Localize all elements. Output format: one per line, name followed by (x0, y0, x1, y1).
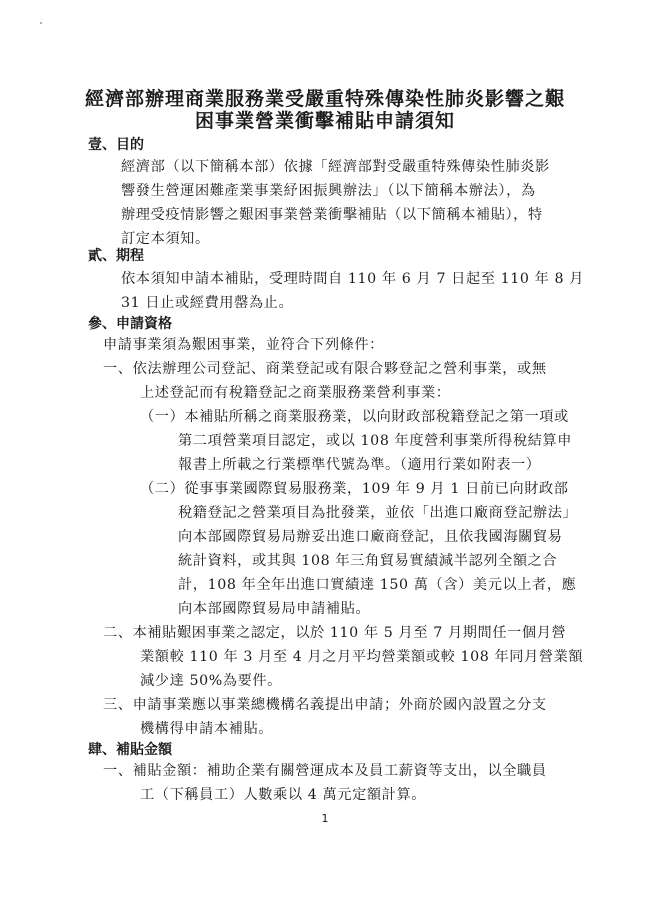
list-item-2-cont: 業額較 110 年 3 月至 4 月之月平均營業額或較 108 年同月營業額 (140, 649, 584, 665)
list-item-1: 一、補貼金額：補助企業有關營運成本及員工薪資等支出，以全職員 (103, 763, 547, 779)
body-line: 申請事業須為艱困事業，並符合下列條件： (103, 337, 384, 353)
list-item-1: 一、依法辦理公司登記、商業登記或有限合夥登記之營利事業，或無 (103, 361, 547, 377)
sub-item-2-cont: 計，108 年全年出進口實績達 150 萬（含）美元以上者，應 (178, 577, 577, 593)
sub-item-2-cont: 向本部國際貿易局辦妥出進口廠商登記，且依我國海關貿易 (178, 529, 563, 545)
section-heading-amount: 肆、補貼金額 (88, 742, 172, 758)
list-item-1-cont: 上述登記而有稅籍登記之商業服務業營利事業： (140, 385, 451, 401)
sub-item-1-cont: 第二項營業項目認定，或以 108 年度營利事業所得稅結算申 (178, 433, 573, 449)
list-item-2: 二、本補貼艱困事業之認定，以於 110 年 5 月至 7 月期間任一個月營 (103, 625, 567, 641)
list-item-2-cont: 減少達 50%為要件。 (140, 673, 282, 689)
section-heading-eligibility: 參、申請資格 (88, 316, 172, 332)
document-title-line-2: 困事業營業衝擊補貼申請須知 (194, 110, 455, 132)
page-number: 1 (321, 812, 329, 825)
list-item-3-cont: 機構得申請本補貼。 (140, 721, 274, 737)
list-item-1-cont: 工（下稱員工）人數乘以 4 萬元定額計算。 (140, 787, 427, 803)
sub-item-2-cont: 向本部國際貿易局申請補貼。 (178, 601, 371, 617)
sub-item-2: （二）從事事業國際貿易服務業，109 年 9 月 1 日前已向財政部 (140, 481, 569, 497)
sub-item-1: （一）本補貼所稱之商業服務業，以向財政部稅籍登記之第一項或 (140, 409, 569, 425)
document-title-line-1: 經濟部辦理商業服務業受嚴重特殊傳染性肺炎影響之艱 (84, 88, 565, 110)
sub-item-2-cont: 稅籍登記之營業項目為批發業，並依「出進口廠商登記辦法」 (178, 505, 578, 521)
section-heading-schedule: 貳、期程 (88, 248, 144, 264)
scan-speck (40, 22, 42, 24)
sub-item-2-cont: 統計資料，或其與 108 年三角貿易實績減半認列全額之合 (178, 553, 558, 569)
body-line: 響發生營運困難產業事業紓困振興辦法」（以下簡稱本辦法），為 (121, 183, 536, 199)
body-line: 辦理受疫情影響之艱困事業營業衝擊補貼（以下簡稱本補貼），特 (121, 207, 543, 223)
body-line: 依本須知申請本補貼，受理時間自 110 年 6 月 7 日起至 110 年 8 月 (121, 271, 585, 287)
section-heading-purpose: 壹、目的 (88, 137, 144, 153)
sub-item-1-cont: 報書上所載之行業標準代號為準。（適用行業如附表一） (178, 457, 541, 473)
body-line: 31 日止或經費用罄為止。 (121, 295, 294, 311)
list-item-3: 三、申請事業應以事業總機構名義提出申請；外商於國內設置之分支 (103, 697, 547, 713)
body-line: 訂定本須知。 (121, 231, 210, 247)
body-line: 經濟部（以下簡稱本部）依據「經濟部對受嚴重特殊傳染性肺炎影 (121, 159, 550, 175)
